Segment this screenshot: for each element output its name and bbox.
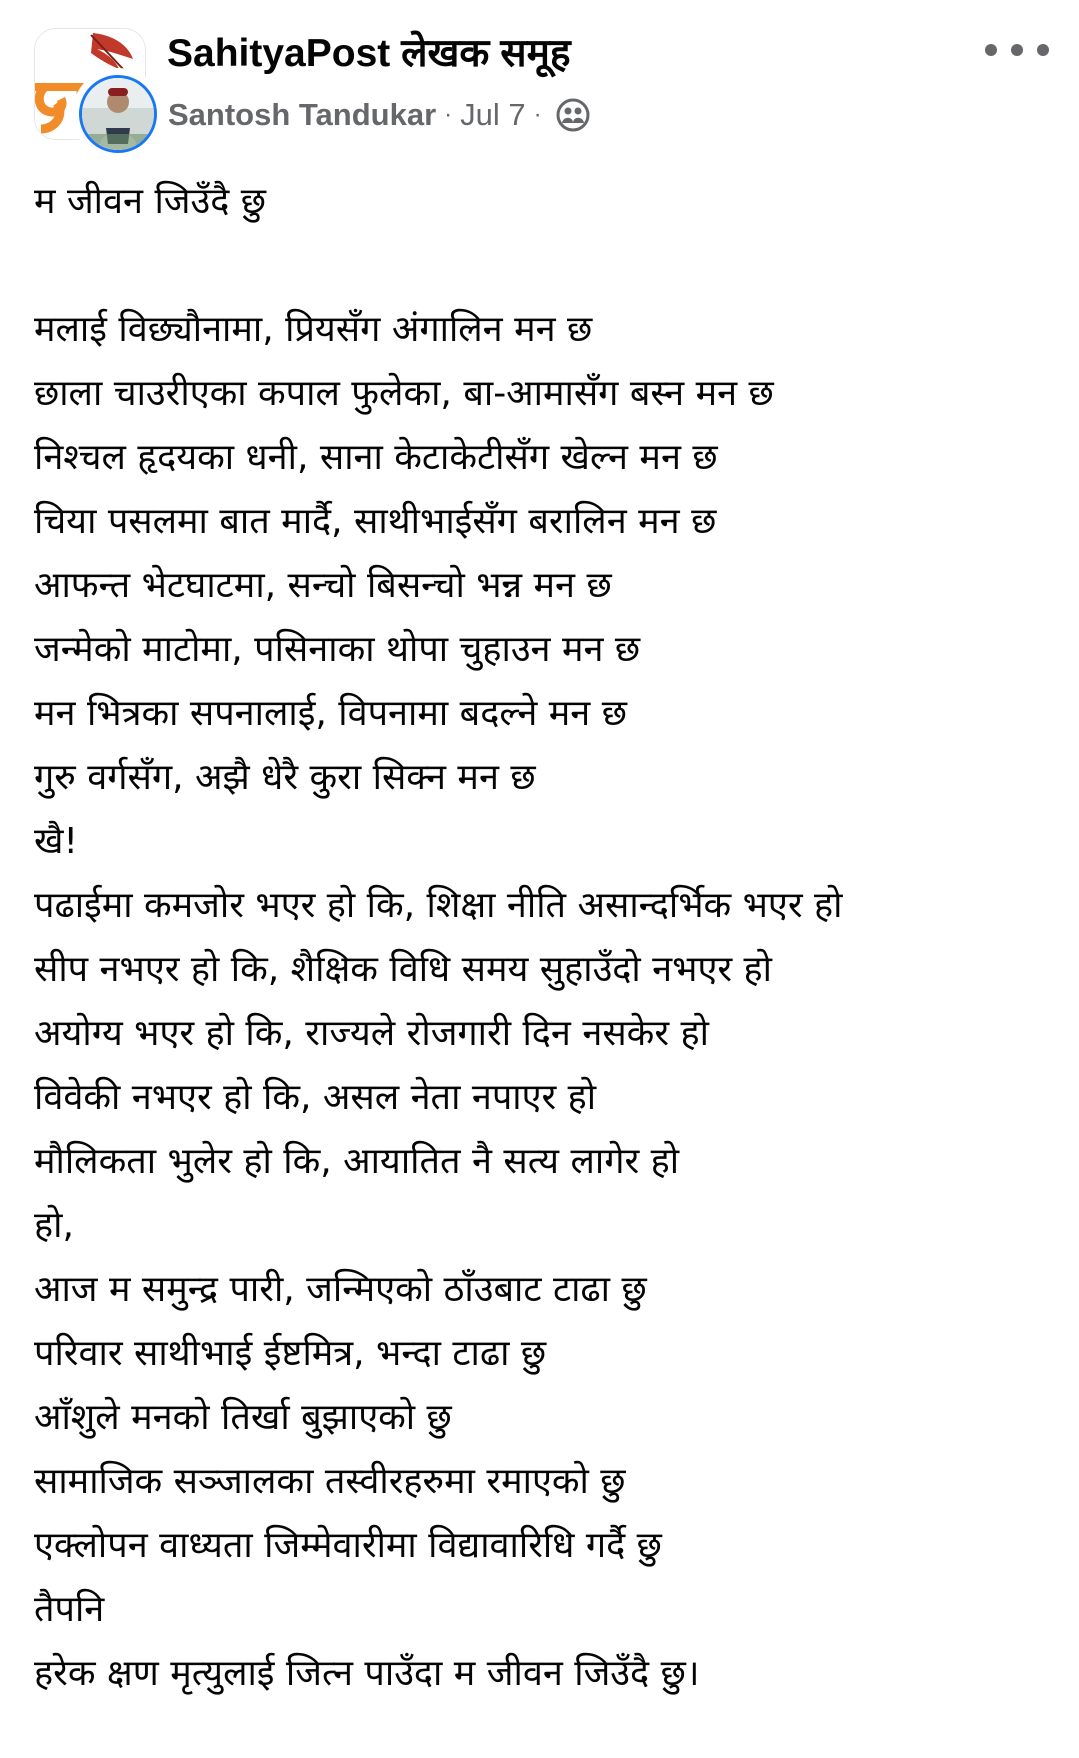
poem-line: मलाई विछ्यौनामा, प्रियसँग अंगालिन मन छ bbox=[34, 309, 593, 350]
poem-blank-line bbox=[34, 234, 1054, 298]
poem-line: गुरु वर्गसँग, अझै धेरै कुरा सिक्न मन छ bbox=[34, 757, 536, 798]
more-options-icon bbox=[1037, 44, 1049, 56]
poem-line: पढाईमा कमजोर भएर हो कि, शिक्षा नीति असान्दर्भिक भएर हो bbox=[34, 885, 843, 926]
poem-line: तैपनि bbox=[34, 1589, 105, 1630]
poem-line: खै! bbox=[34, 821, 78, 862]
poem-line: आज म समुन्द्र पारी, जन्मिएको ठाँउबाट टाढा छु bbox=[34, 1269, 647, 1310]
post-meta bbox=[168, 95, 590, 135]
poem-line: आफन्त भेटघाटमा, सन्चो बिसन्चो भन्न मन छ bbox=[34, 565, 612, 606]
group-audience-icon[interactable] bbox=[556, 98, 590, 132]
meta-separator: · bbox=[533, 101, 542, 128]
poem-line: छाला चाउरीएका कपाल फुलेका, बा-आमासँग बस्न मन छ bbox=[34, 373, 774, 414]
more-options-icon bbox=[985, 44, 997, 56]
poem-line: एक्लोपन वाध्यता जिम्मेवारीमा विद्यावारिधि गर्दै छु bbox=[34, 1525, 662, 1566]
poem-line: सामाजिक सञ्जालका तस्वीरहरुमा रमाएको छु bbox=[34, 1461, 626, 1502]
group-name-link[interactable]: SahityaPost लेखक समूह bbox=[167, 32, 571, 75]
post-date-link[interactable]: Jul 7 bbox=[460, 97, 526, 132]
more-options-icon bbox=[1011, 44, 1023, 56]
meta-separator: · bbox=[444, 101, 453, 128]
more-options-button[interactable] bbox=[985, 36, 1049, 64]
poem-line: मन भित्रका सपनालाई, विपनामा बदल्ने मन छ bbox=[34, 693, 627, 734]
poem-line: विवेकी नभएर हो कि, असल नेता नपाएर हो bbox=[34, 1077, 597, 1118]
poem-line: हरेक क्षण मृत्युलाई जित्न पाउँदा म जीवन जिउँदै छु। bbox=[34, 1653, 700, 1694]
post-header bbox=[0, 0, 1079, 150]
author-photo-icon bbox=[82, 78, 154, 150]
author-name-link[interactable]: Santosh Tandukar bbox=[168, 97, 437, 132]
poem-line: चिया पसलमा बात मार्दै, साथीभाईसँग बरालिन मन छ bbox=[34, 501, 717, 542]
poem-line: म जीवन जिउँदै छु bbox=[34, 181, 267, 222]
poem-line: निश्चल हृदयका धनी, साना केटाकेटीसँग खेल्न मन छ bbox=[34, 437, 718, 478]
poem-line: अयोग्य भएर हो कि, राज्यले रोजगारी दिन नसकेर हो bbox=[34, 1013, 709, 1054]
poem-line: परिवार साथीभाई ईष्टमित्र, भन्दा टाढा छु bbox=[34, 1333, 547, 1374]
author-avatar[interactable] bbox=[76, 72, 160, 156]
poem-line: मौलिकता भुलेर हो कि, आयातित नै सत्य लागेर हो bbox=[34, 1141, 680, 1182]
poem-line: आँशुले मनको तिर्खा बुझाएको छु bbox=[34, 1397, 452, 1438]
poem-line: हो, bbox=[34, 1205, 74, 1246]
post-text bbox=[34, 170, 1054, 1706]
poem-line: जन्मेको माटोमा, पसिनाका थोपा चुहाउन मन छ bbox=[34, 629, 641, 670]
poem-line: सीप नभएर हो कि, शैक्षिक विधि समय सुहाउँदो नभएर हो bbox=[34, 949, 772, 990]
